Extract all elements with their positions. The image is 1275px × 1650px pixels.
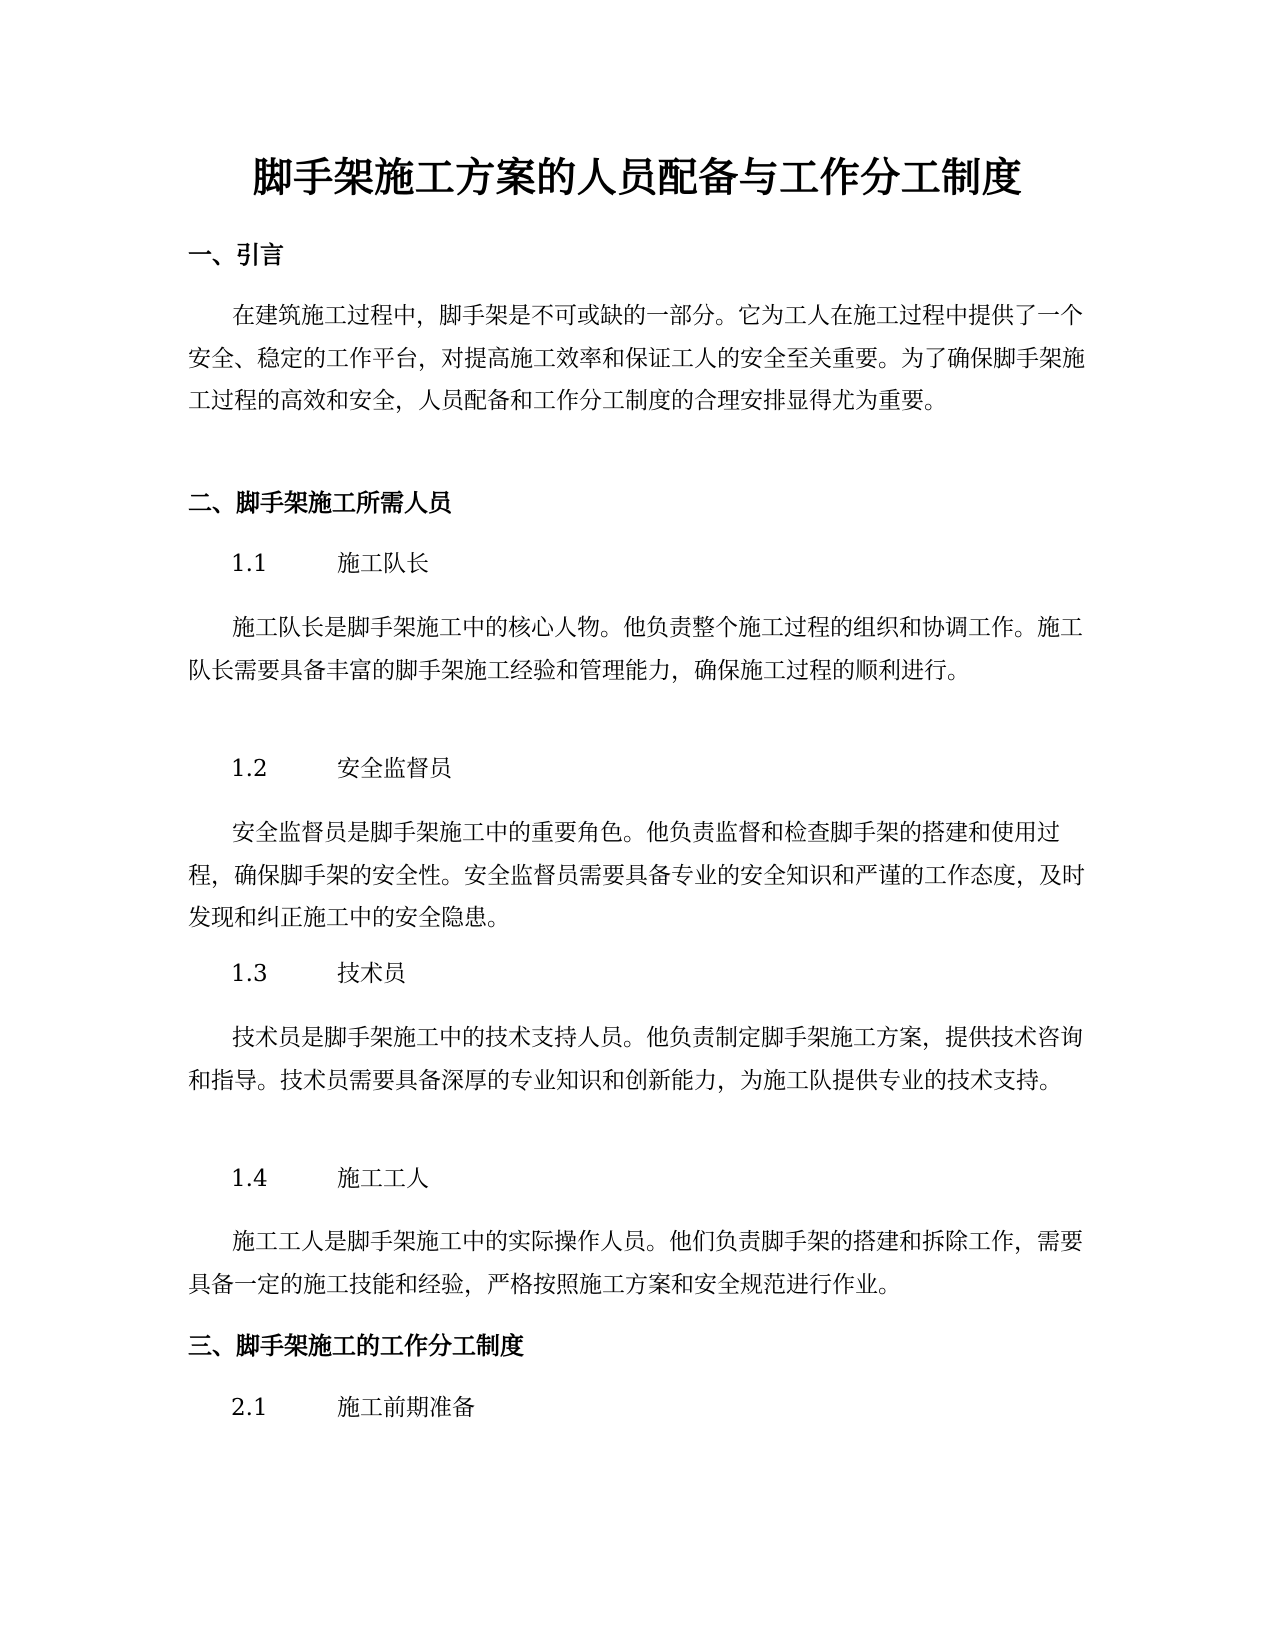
section-heading-introduction: 一、引言 xyxy=(188,241,284,269)
subsection-title: 施工队长 xyxy=(337,551,429,577)
subsection-title: 施工前期准备 xyxy=(337,1395,475,1421)
safety-supervisor-paragraph: 安全监督员是脚手架施工中的重要角色。他负责监督和检查脚手架的搭建和使用过程，确保脚手架的安全性。安全监督员需要具备专业的安全知识和严谨的工作态度，及时发现和纠正施工中的安全隐患。 xyxy=(188,820,1085,931)
subsection-number: 1.1 xyxy=(231,551,268,577)
subsection-number: 1.3 xyxy=(231,961,268,987)
subsection-title: 技术员 xyxy=(337,961,406,987)
section-heading-division-of-work: 三、脚手架施工的工作分工制度 xyxy=(188,1332,524,1360)
subsection-heading-preparation xyxy=(231,1390,475,1426)
subsection-number: 2.1 xyxy=(231,1395,268,1421)
subsection-heading-safety-supervisor xyxy=(231,751,452,787)
subsection-heading-technician xyxy=(231,956,406,992)
intro-paragraph: 在建筑施工过程中，脚手架是不可或缺的一部分。它为工人在施工过程中提供了一个安全、稳定的工作平台，对提高施工效率和保证工人的安全至关重要。为了确保脚手架施工过程的高效和安全，人员配备和工作分工制度的合理安排显得尤为重要。 xyxy=(188,303,1085,414)
page-title: 脚手架施工方案的人员配备与工作分工制度 xyxy=(252,155,1023,201)
technician-paragraph: 技术员是脚手架施工中的技术支持人员。他负责制定脚手架施工方案，提供技术咨询和指导。技术员需要具备深厚的专业知识和创新能力，为施工队提供专业的技术支持。 xyxy=(188,1025,1083,1094)
subsection-number: 1.4 xyxy=(231,1166,268,1192)
subsection-heading-workers xyxy=(231,1161,429,1197)
team-leader-paragraph: 施工队长是脚手架施工中的核心人物。他负责整个施工过程的组织和协调工作。施工队长需要具备丰富的脚手架施工经验和管理能力，确保施工过程的顺利进行。 xyxy=(188,615,1083,684)
subsection-heading-team-leader xyxy=(231,546,429,582)
subsection-title: 施工工人 xyxy=(337,1166,429,1192)
section-heading-personnel: 二、脚手架施工所需人员 xyxy=(188,489,452,517)
subsection-title: 安全监督员 xyxy=(337,756,452,782)
workers-paragraph: 施工工人是脚手架施工中的实际操作人员。他们负责脚手架的搭建和拆除工作，需要具备一定的施工技能和经验，严格按照施工方案和安全规范进行作业。 xyxy=(188,1229,1083,1298)
subsection-number: 1.2 xyxy=(231,756,268,782)
